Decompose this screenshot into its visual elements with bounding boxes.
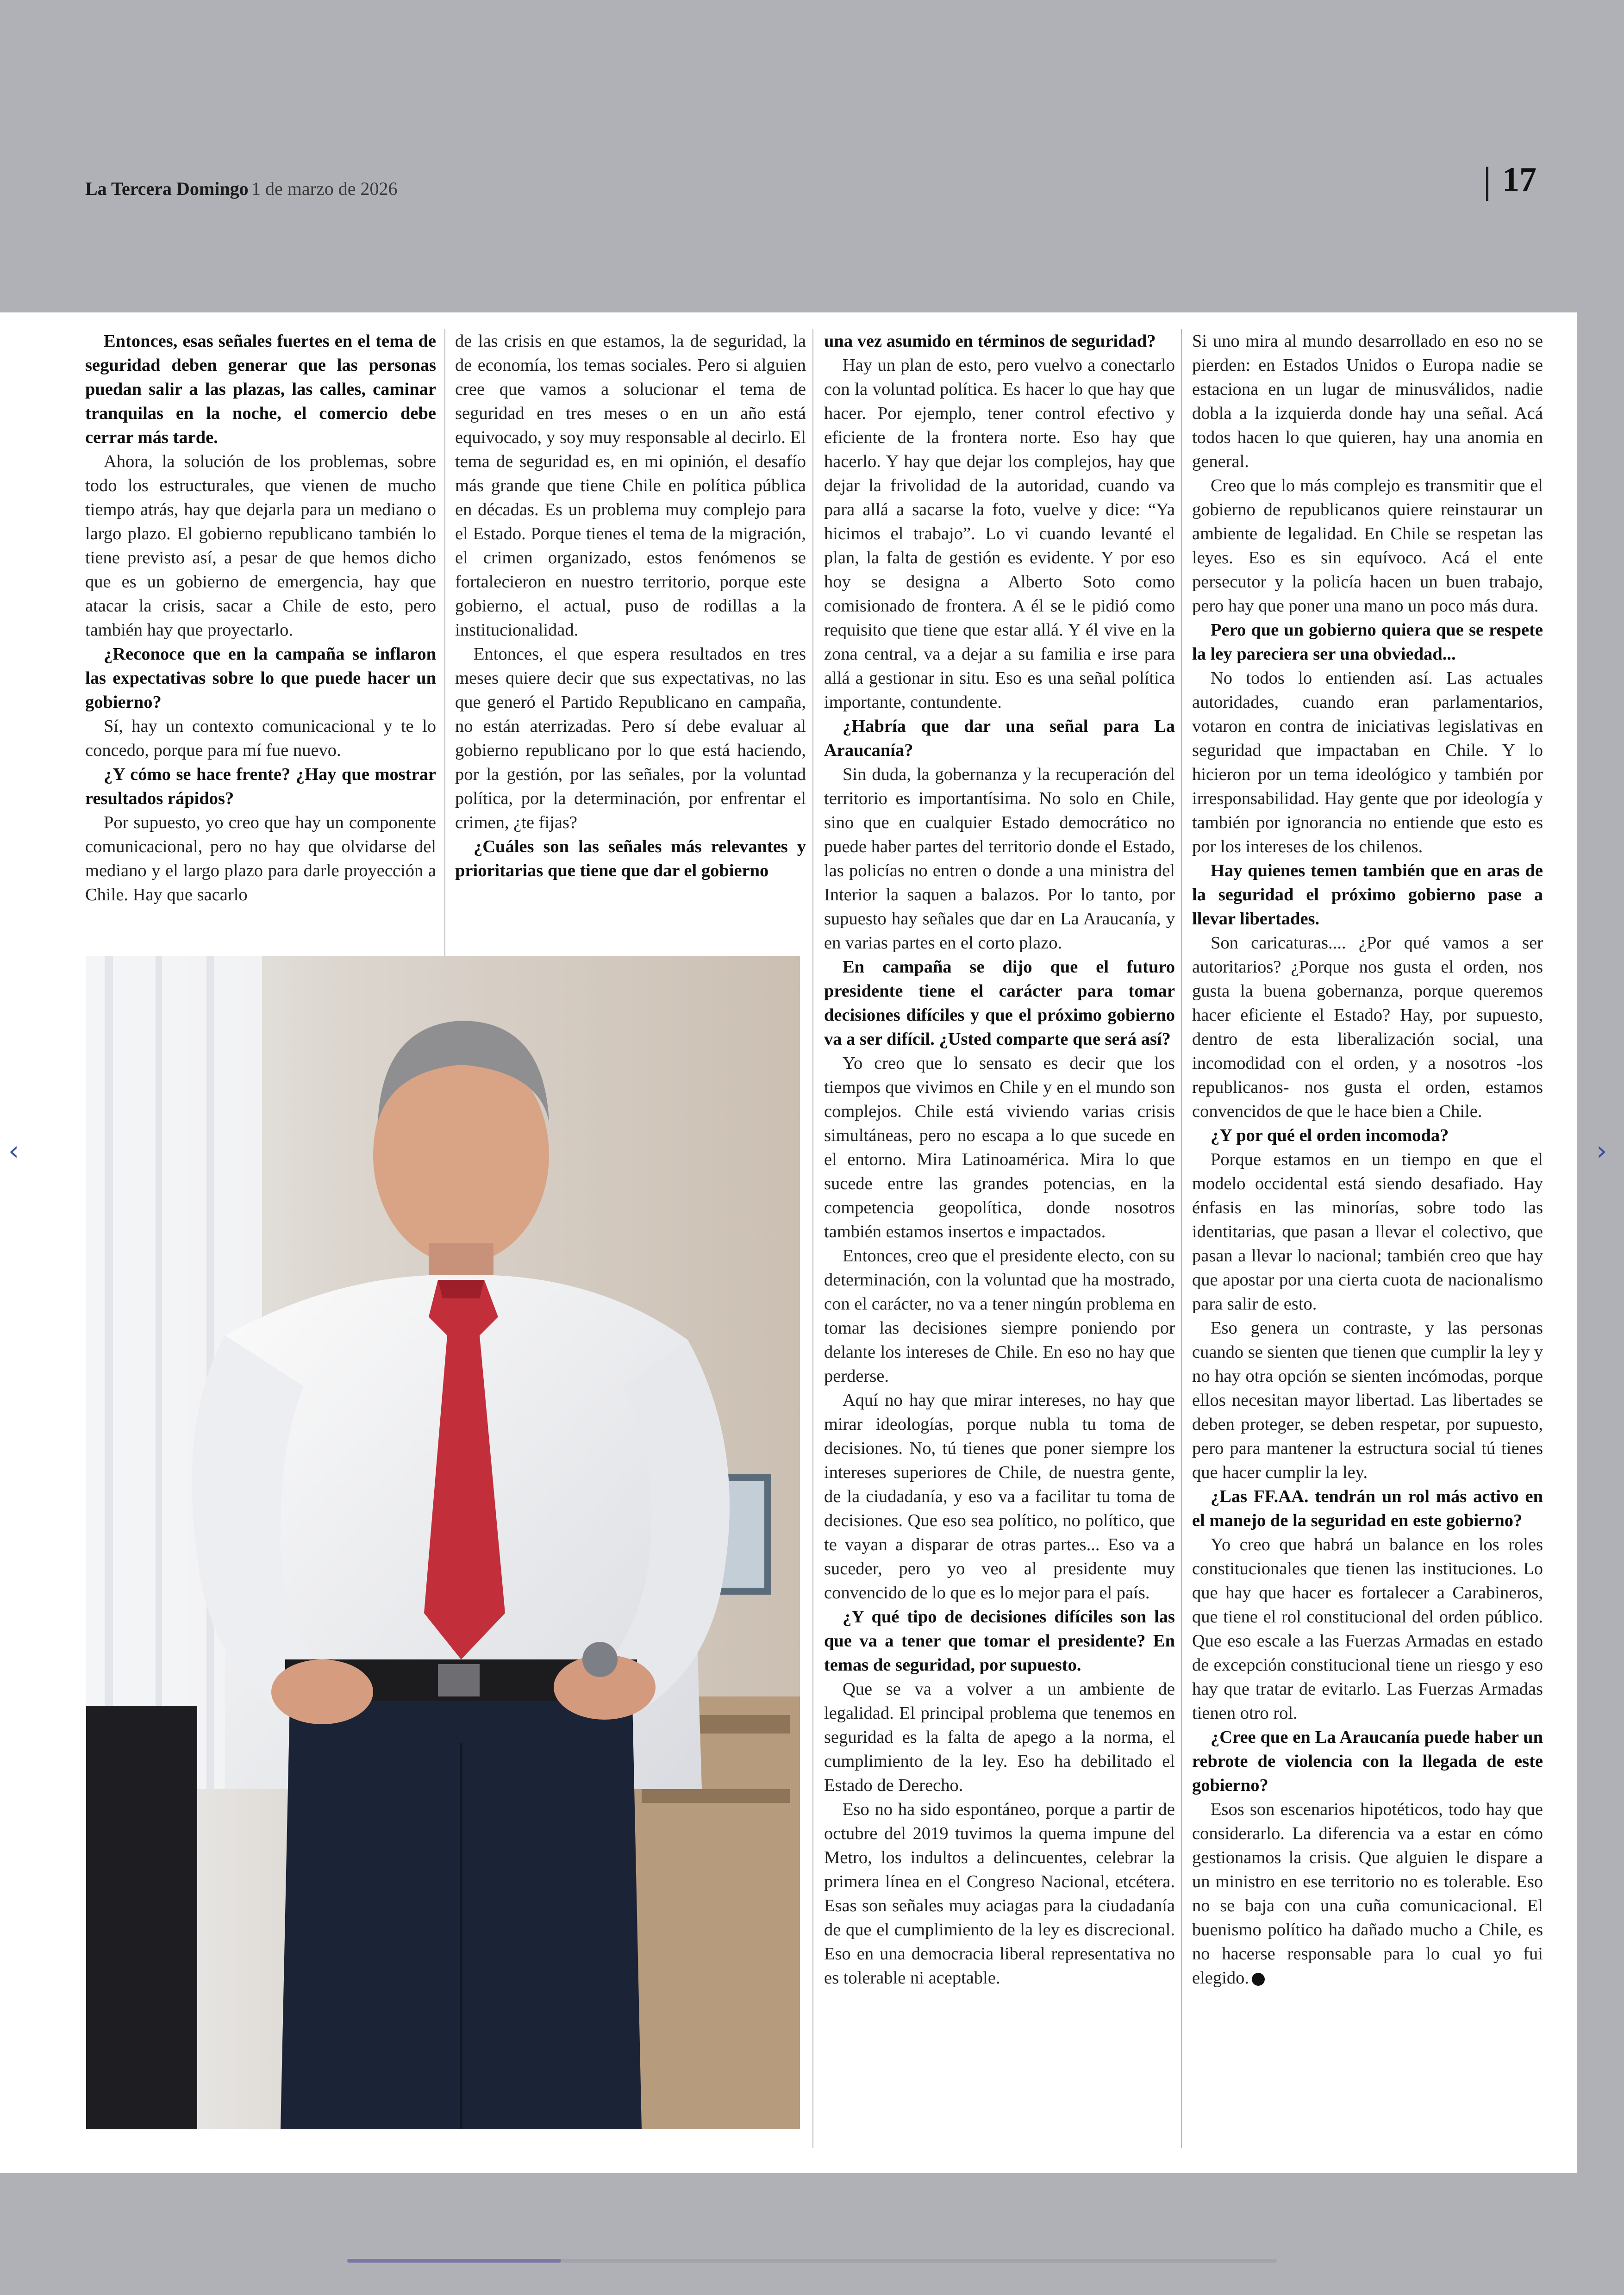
interview-answer: Por supuesto, yo creo que hay un componente comunicacional, pero no hay que olvidarse del mediano y el largo plazo para darle proyección a Chile. Hay que sacarlo — [85, 813, 436, 904]
interview-question: ¿Reconoce que en la campaña se inflaron las expectativas sobre lo que puede hacer un gobierno? — [85, 644, 436, 712]
page-number: 17 — [1502, 161, 1537, 199]
interview-answer: Yo creo que habrá un balance en los roles constitucionales que tienen las instituciones. Lo que hay que hacer es fortalecer a Carabineros, que tiene el rol constitucional del orden público. Que eso escale a las Fuerzas Armadas en estado de excepción constitucional tiene un riesgo y eso hay que tratar de evitarlo. Las Fuerzas Armadas tienen otro rol. — [1192, 1535, 1543, 1723]
issue-date: 1 de marzo de 2026 — [251, 178, 398, 199]
interview-answer: Porque estamos en un tiempo en que el modelo occidental está siendo desafiado. Hay énfasis en las minorías, sobre todo las identitarias, que pasan a llevar el colectivo, que pasan a llevar lo nacional; también creo que hay que apostar por una cierta cuota de nacionalismo para salir de esto. — [1192, 1150, 1543, 1314]
newspaper-name: La Tercera Domingo — [85, 178, 249, 199]
interview-question: Entonces, esas señales fuertes en el tema de seguridad deben generar que las personas puedan salir a las plazas, las calles, caminar tranquilas en la noche, el comercio debe cerrar más tarde. — [85, 331, 436, 447]
interview-question: ¿Y qué tipo de decisiones difíciles son las que va a tener que tomar el presidente? En temas de seguridad, por supuesto. — [824, 1607, 1175, 1675]
page-header — [0, 0, 1624, 312]
interview-answer: Entonces, el que espera resultados en tres meses quiere decir que sus expectativas, no las que generó el Partido Republicano en campaña, no están aterrizadas. Pero sí debe evaluar al gobierno republicano por lo que está haciendo, por la gestión, por las señales, por la voluntad política, por la determinación, por enfrentar el crimen, ¿te fijas? — [455, 644, 806, 832]
text-column-3 — [824, 329, 1175, 1990]
interview-question: ¿Cuáles son las señales más relevantes y prioritarias que tiene que dar el gobierno — [455, 837, 806, 880]
column-divider — [812, 329, 813, 2148]
page-scroll-thumb[interactable] — [347, 2259, 561, 2263]
text-column-4 — [1192, 329, 1543, 1990]
text-column-1 — [85, 329, 436, 907]
interview-answer: Si uno mira al mundo desarrollado en eso no se pierden: en Estados Unidos o Europa nadie se estaciona en un lugar de minusválidos, nadie dobla a la izquierda donde hay una señal. Acá todos hacen lo que quieren, hay una anomia en general. — [1192, 331, 1543, 471]
interview-question: ¿Y por qué el orden incomoda? — [1211, 1126, 1449, 1145]
interview-answer: Esos son escenarios hipotéticos, todo hay que considerarlo. La diferencia va a estar en cómo gestionamos la crisis. Que alguien le dispare a un ministro en ese territorio no es tolerable. Eso no se baja con una cuña comunicacional. El buenismo político ha dañado mucho a Chile, es no hacerse responsable para lo cual yo fui elegido. — [1192, 1800, 1543, 1988]
interview-answer: Entonces, creo que el presidente electo, con su determinación, con la voluntad que ha mostrado, con el carácter, no va a tener ningún problema en tomar las decisiones siempre poniendo por delante los intereses de Chile. En eso no hay que perderse. — [824, 1246, 1175, 1386]
interview-question: ¿Cree que en La Araucanía puede haber un rebrote de violencia con la llegada de este gobierno? — [1192, 1727, 1543, 1795]
interview-question: ¿Y cómo se hace frente? ¿Hay que mostrar resultados rápidos? — [85, 765, 436, 808]
interview-question: una vez asumido en términos de seguridad? — [824, 331, 1156, 351]
interview-answer: Eso no ha sido espontáneo, porque a partir de octubre del 2019 tuvimos la quema impune del Metro, los indultos a delincuentes, celebrar la primera línea en el Congreso Nacional, etcétera. Esas son señales muy aciagas para la ciudadanía de que el cumplimiento de la ley es discrecional. Eso en una democracia liberal representativa no es tolerable ni aceptable. — [824, 1800, 1175, 1988]
interview-question: Hay quienes temen también que en aras de la seguridad el próximo gobierno pase a llevar libertades. — [1192, 861, 1543, 929]
text-column-2 — [455, 329, 806, 883]
interview-question: En campaña se dijo que el futuro presidente tiene el carácter para tomar decisiones difíciles y que el próximo gobierno va a ser difícil. ¿Usted comparte que será así? — [824, 957, 1175, 1049]
interview-answer: de las crisis en que estamos, la de seguridad, la de economía, los temas sociales. Pero si alguien cree que vamos a solucionar el tema de seguridad en tres meses o en un año está equivocado, y soy muy responsable al decirlo. El tema de seguridad es, en mi opinión, el desafío más grande que tiene Chile en política pública en décadas. Es un problema muy complejo para el Estado. Porque tienes el tema de la migración, el crimen organizado, estos fenómenos se fortalecieron en nuestro territorio, porque este gobierno, el actual, puso de rodillas a la institucionalidad. — [455, 331, 806, 640]
interview-answer: Sí, hay un contexto comunicacional y te lo concedo, porque para mí fue nuevo. — [85, 717, 436, 760]
interview-answer: Eso genera un contraste, y las personas cuando se sienten que tienen que cumplir la ley y no hay otra opción se sienten incómodas, porque ellos necesitan mayor libertad. Las libertades se deben proteger, se deben respetar, por supuesto, pero para mantener la estructura social tú tienes que hacer cumplir la ley. — [1192, 1318, 1543, 1482]
interview-answer: Ahora, la solución de los problemas, sobre todo los estructurales, que vienen de mucho tiempo atrás, hay que dejarla para un mediano o largo plazo. El gobierno republicano también lo tiene previsto así, a pesar de que hemos dicho que es un gobierno de emergencia, hay que atacar la crisis, sacar a Chile de esto, pero también hay que proyectarlo. — [85, 452, 436, 640]
column-divider — [1181, 329, 1182, 2148]
interview-question: Pero que un gobierno quiera que se respete la ley pareciera ser una obviedad... — [1192, 620, 1543, 664]
folio-divider — [1486, 167, 1488, 201]
interviewee-portrait-photo — [86, 956, 800, 2129]
portrait-illustration — [86, 956, 800, 2129]
chevron-right-icon[interactable]: › — [1596, 1135, 1607, 1166]
interview-answer: Que se va a volver a un ambiente de legalidad. El principal problema que tenemos en seguridad es la falta de apego a la norma, el cumplimiento de la ley. Eso ha debilitado el Estado de Derecho. — [824, 1679, 1175, 1795]
interview-answer: Son caricaturas.... ¿Por qué vamos a ser autoritarios? ¿Porque nos gusta el orden, nos gusta la buena gobernanza, porque queremos hacer eficiente el Estado? Hay, por supuesto, dentro de esta liberalización social, una incomodidad con el orden, y a nosotros -los republicanos- nos gusta el orden, estamos convencidos de que le hace bien a Chile. — [1192, 933, 1543, 1121]
interview-question: ¿Habría que dar una señal para La Araucanía? — [824, 717, 1175, 760]
interview-answer: No todos lo entienden así. Las actuales autoridades, cuando eran parlamentarios, votaron en contra de iniciativas legislativas en seguridad que impactaban en Chile. Y lo hicieron por un tema ideológico y también por irresponsabilidad. Hay gente que por ideología y también por ignorancia no entiende que esto es por los intereses de los chilenos. — [1192, 668, 1543, 856]
interview-answer: Creo que lo más complejo es transmitir que el gobierno de republicanos quiere reinstaurar un ambiente de legalidad. En Chile se respetan las leyes. Eso es sin equívoco. Acá el ente persecutor y la policía hacen un buen trabajo, pero hay que poner una mano un poco más dura. — [1192, 476, 1543, 616]
chevron-left-icon[interactable]: ‹ — [8, 1135, 19, 1166]
interview-answer: Sin duda, la gobernanza y la recuperación del territorio es importantísima. No solo en Chile, sino que en cualquier Estado democrático no puede haber partes del territorio donde el Estado, las policías no entren o donde a una ministra del Interior la saquen a balazos. Por lo tanto, por supuesto hay señales que dar en La Araucanía, y en varias partes en el corto plazo. — [824, 765, 1175, 953]
interview-answer: Aquí no hay que mirar intereses, no hay que mirar ideologías, porque nubla tu toma de decisiones. No, tú tienes que poner siempre los intereses superiores de Chile, de nuestra gente, de la ciudadanía, y eso va a facilitar tu toma de decisiones. Que eso sea político, no político, que te vayan a disparar de otras partes... Eso va a suceder, pero yo veo al presidente muy convencido de lo que es lo mejor para el país. — [824, 1391, 1175, 1603]
interview-answer: Hay un plan de esto, pero vuelvo a conectarlo con la voluntad política. Es hacer lo que hay que hacer. Por ejemplo, tener control efectivo y eficiente de la frontera norte. Eso hay que hacerlo. Y hay que dejar los complejos, hay que dejar la frivolidad de la autoridad, cuando va para allá a sacarse la foto, vuelve y dice: “Ya hicimos el trabajo”. Lo vi cuando levanté el plan, la falta de gestión es evidente. Y por eso hoy se designa a Alberto Soto como comisionado de frontera. A él se le pidió como requisito que tiene que estar allá. Y él vive en la zona central, va a dejar a su familia e irse para allá a gestionar in situ. Eso es una señal política importante, contundente. — [824, 355, 1175, 712]
end-of-article-bullet — [1252, 1973, 1265, 1986]
interview-question: ¿Las FF.AA. tendrán un rol más activo en el manejo de la seguridad en este gobierno? — [1192, 1487, 1543, 1530]
interview-answer: Yo creo que lo sensato es decir que los tiempos que vivimos en Chile y en el mundo son complejos. Chile está viviendo varias crisis simultáneas, pero no escapa a lo que sucede en el entorno. Mira Latinoamérica. Mira lo que sucede entre las grandes potencias, en la competencia geopolítica, donde nosotros también estamos insertos e impactados. — [824, 1054, 1175, 1241]
